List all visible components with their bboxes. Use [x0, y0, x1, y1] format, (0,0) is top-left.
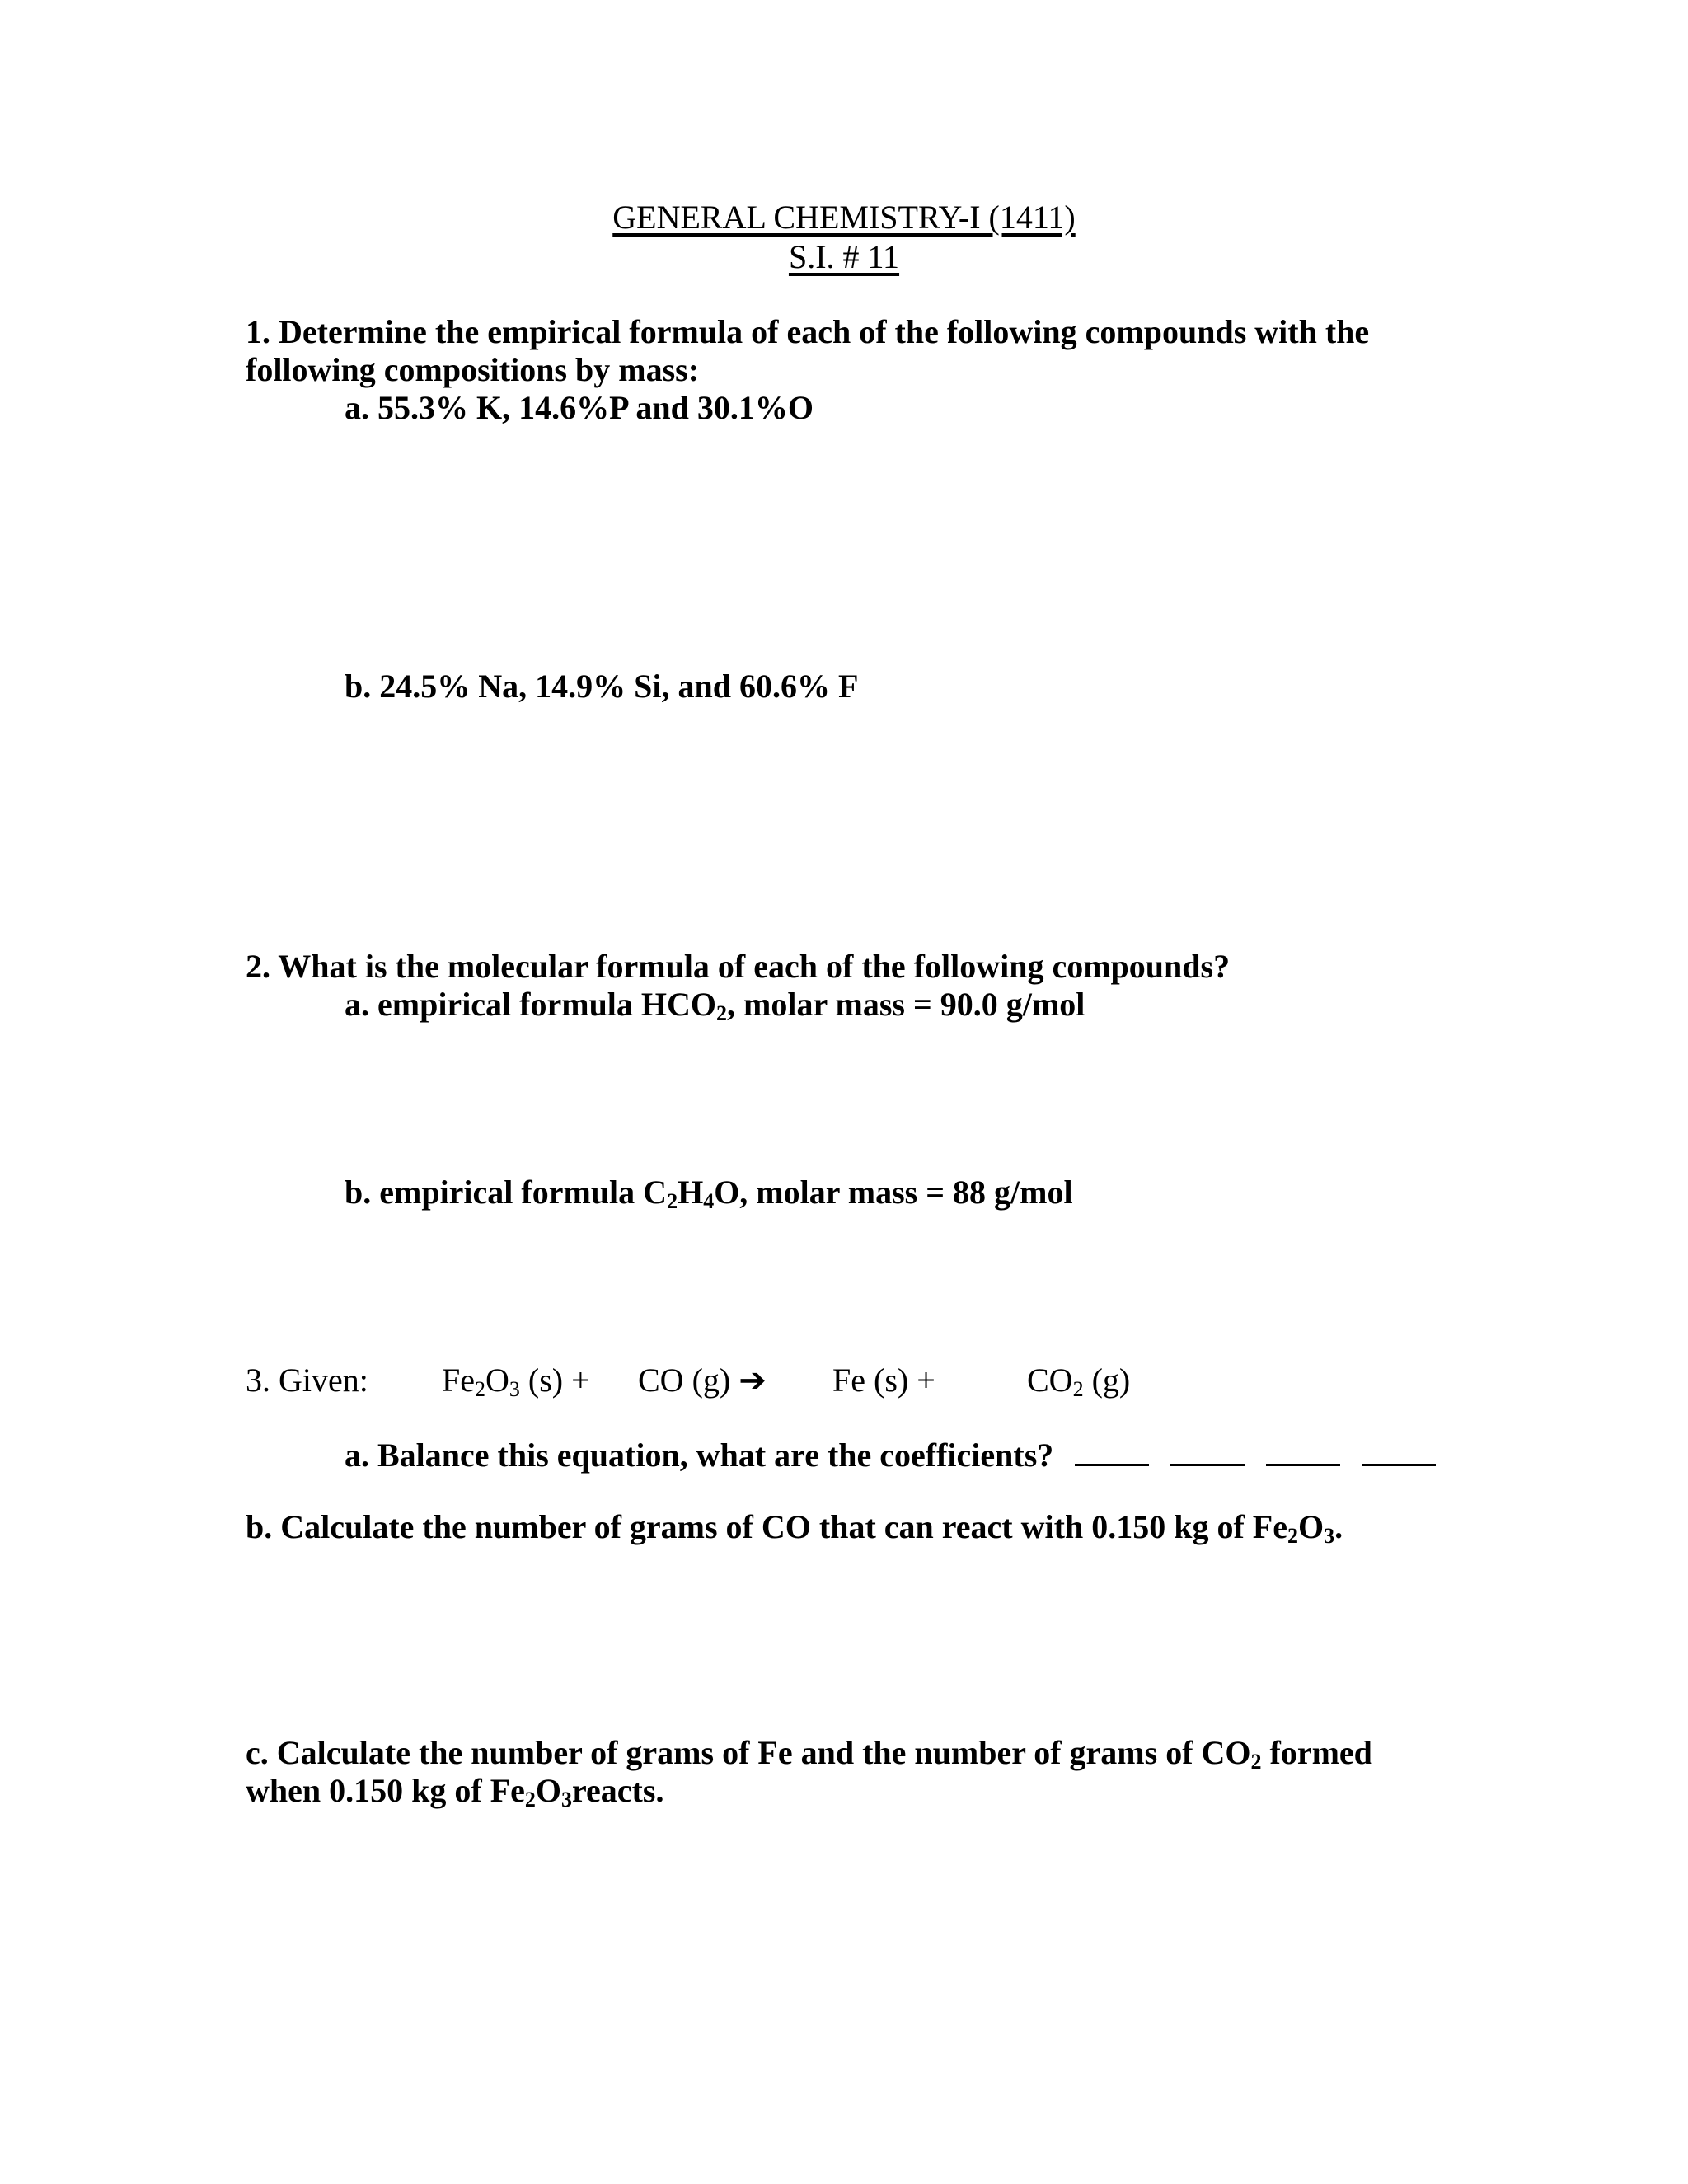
page-title: GENERAL CHEMISTRY-I (1411): [612, 199, 1076, 236]
q2-stem: 2. What is the molecular formula of each of the following compounds?: [246, 948, 1231, 985]
equation-product-co2: $CO_2$ (g): [1027, 1361, 1131, 1401]
q3-part-c-line1: c. Calculate the number of grams of Fe and the number of grams of $CO_2$ formed: [246, 1734, 1372, 1774]
page-subtitle: S.I. # 11: [788, 238, 900, 275]
q1-part-a: a. 55.3% K, 14.6%P and 30.1%O: [345, 389, 814, 426]
coefficient-blank-4[interactable]: [1362, 1434, 1436, 1466]
q3-part-b: b. Calculate the number of grams of CO that can react with 0.150 kg of $Fe_2O_3$.: [246, 1508, 1343, 1548]
q2-part-b: b. empirical formula $C_2H_4O$, molar mass = 88 g/mol: [345, 1174, 1073, 1213]
q2-part-a: a. empirical formula $HCO_2$, molar mass = 90.0 g/mol: [345, 986, 1085, 1025]
q1-stem-line1: 1. Determine the empirical formula of each of the following compounds with the: [246, 313, 1370, 350]
coefficient-blank-2[interactable]: [1170, 1434, 1245, 1466]
q3-part-c-line2: when 0.150 kg of $Fe_2O_3reacts$.: [246, 1772, 664, 1811]
coefficient-blank-1[interactable]: [1075, 1434, 1149, 1466]
q1-stem-line2: following compositions by mass:: [246, 351, 700, 388]
equation-reactant-fe2o3: $Fe_2O_3$ (s) +: [442, 1361, 590, 1401]
reaction-arrow-icon: ➔: [738, 1361, 767, 1399]
q3-given-label: 3. Given:: [246, 1361, 368, 1399]
equation-reactant-co: CO (g) ➔: [638, 1361, 767, 1399]
q3-part-a: a. Balance this equation, what are the coefficients?: [345, 1434, 1436, 1474]
equation-product-fe: Fe (s) +: [832, 1361, 935, 1399]
q1-part-b: b. 24.5% Na, 14.9% Si, and 60.6% F: [345, 668, 859, 705]
coefficient-blank-3[interactable]: [1266, 1434, 1340, 1466]
